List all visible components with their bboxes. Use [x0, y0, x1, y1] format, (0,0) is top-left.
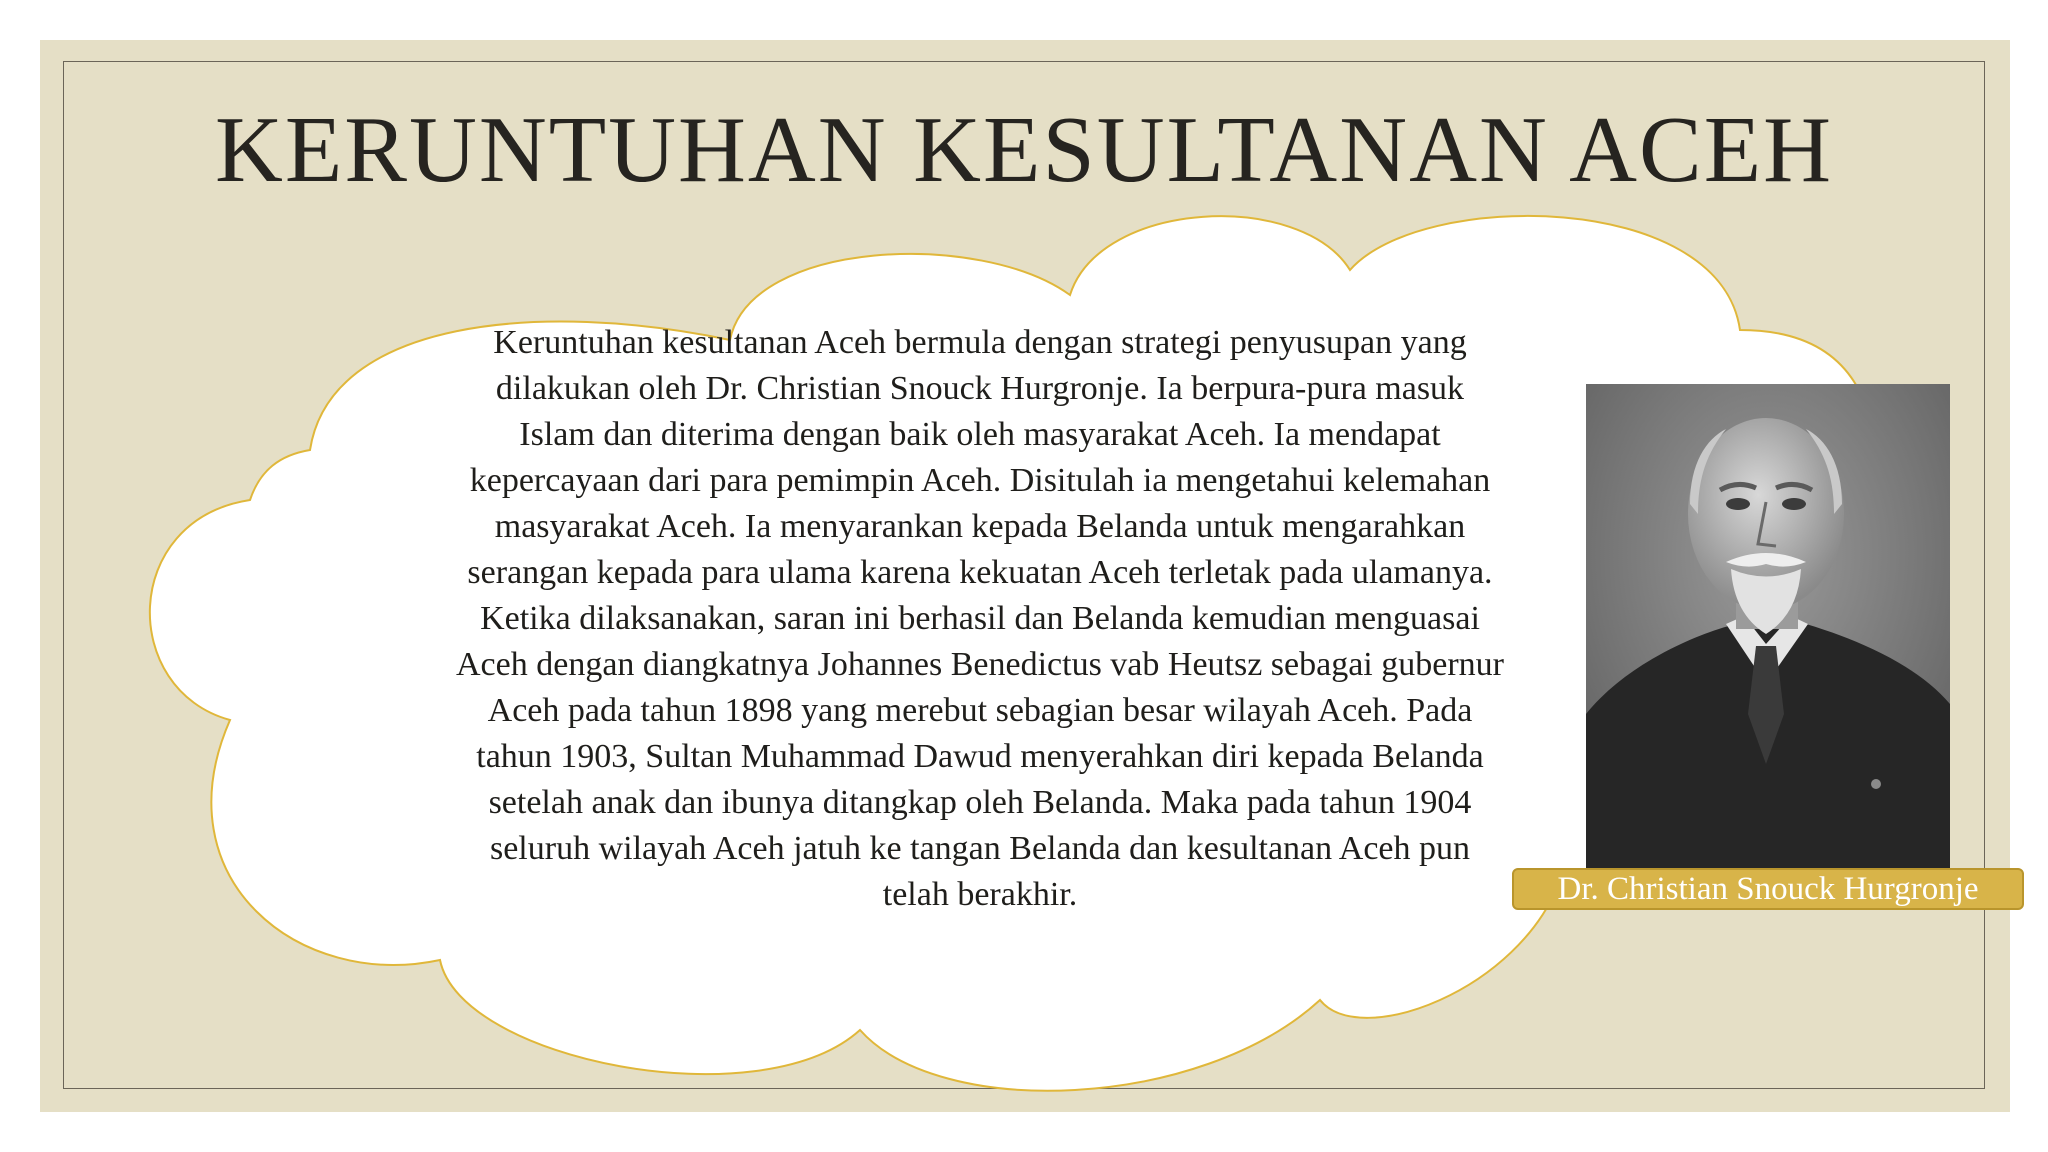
body-line: dilakukan oleh Dr. Christian Snouck Hurgronje. Ia berpura-pura masuk — [495, 370, 1465, 407]
body-line: Aceh dengan diangkatnya Johannes Benedictus vab Heutsz sebagai gubernur — [456, 646, 1504, 683]
body-line: Islam dan diterima dengan baik oleh masyarakat Aceh. Ia mendapat — [519, 416, 1441, 453]
body-line: kepercayaan dari para pemimpin Aceh. Disitulah ia mengetahui kelemahan — [469, 462, 1491, 499]
body-paragraph — [400, 320, 1560, 918]
slide-title: KERUNTUHAN KESULTANAN ACEH — [214, 98, 1834, 202]
body-line: Aceh pada tahun 1898 yang merebut sebagian besar wilayah Aceh. Pada — [487, 692, 1473, 729]
portrait-photo — [1586, 384, 1950, 868]
body-line: seluruh wilayah Aceh jatuh ke tangan Belanda dan kesultanan Aceh pun — [489, 830, 1471, 867]
body-line: Ketika dilaksanakan, saran ini berhasil dan Belanda kemudian menguasai — [480, 600, 1480, 637]
body-line: telah berakhir. — [882, 876, 1078, 913]
body-line: setelah anak dan ibunya ditangkap oleh Belanda. Maka pada tahun 1904 — [488, 784, 1472, 821]
body-line: Keruntuhan kesultanan Aceh bermula dengan strategi penyusupan yang — [493, 324, 1467, 361]
body-line: masyarakat Aceh. Ia menyarankan kepada Belanda untuk mengarahkan — [494, 508, 1466, 545]
photo-caption: Dr. Christian Snouck Hurgronje — [1512, 868, 2024, 910]
body-line: tahun 1903, Sultan Muhammad Dawud menyerahkan diri kepada Belanda — [476, 738, 1484, 775]
body-line: serangan kepada para ulama karena kekuatan Aceh terletak pada ulamanya. — [467, 554, 1493, 591]
portrait-illustration — [1586, 384, 1950, 868]
